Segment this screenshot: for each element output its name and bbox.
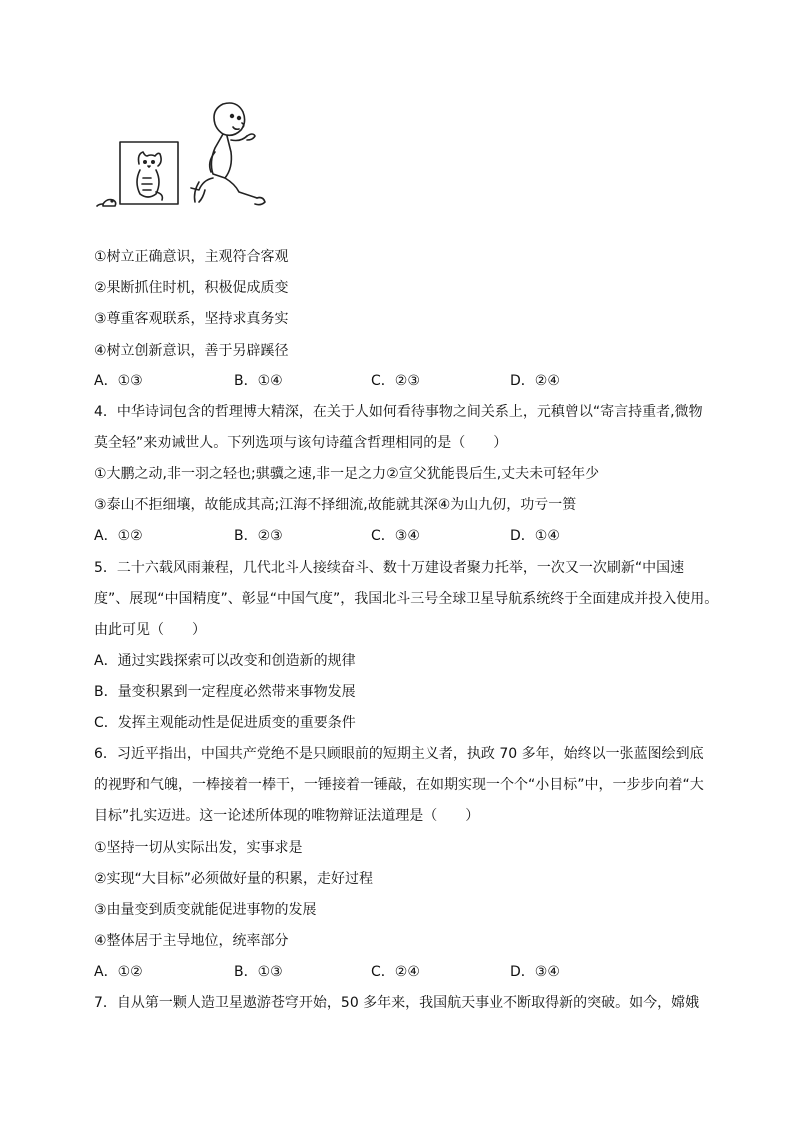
q3-option-3: ③尊重客观联系，坚持求真务实 (94, 311, 289, 327)
q7-stem-line-1: 7．自从第一颗人造卫星遨游苍穹开始，50 多年来，我国航天事业不断取得新的突破。如今，嫦娥 (94, 995, 700, 1011)
q4-choice-c[interactable]: C．③④ (371, 528, 420, 544)
q6-option-2: ②实现“大目标”必须做好量的积累，走好过程 (94, 871, 374, 887)
q3-option-1: ①树立正确意识，主观符合客观 (94, 249, 289, 265)
q6-choice-a[interactable]: A．①② (94, 964, 143, 980)
q4-option-line-1: ①大鹏之动,非一羽之轻也;骐骥之速,非一足之力②宣父犹能畏后生,丈夫未可轻年少 (94, 466, 600, 482)
q3-option-4: ④树立创新意识，善于另辟蹊径 (94, 343, 289, 359)
q6-stem-line-1: 6．习近平指出，中国共产党绝不是只顾眼前的短期主义者，执政 70 多年，始终以一张蓝图绘到底 (94, 746, 704, 762)
q4-answer-choices (94, 526, 714, 546)
q6-stem-line-2: 的视野和气魄，一棒接着一棒干，一锤接着一锤敲，在如期实现一个个“小目标”中，一步步向着“大 (94, 777, 704, 793)
framed-cat-picture (120, 142, 178, 204)
q4-choice-b[interactable]: B．②③ (234, 528, 283, 544)
q4-choice-d[interactable]: D．①④ (510, 528, 560, 544)
q6-choice-d[interactable]: D．③④ (510, 964, 560, 980)
q3-choice-d[interactable]: D．②④ (510, 373, 560, 389)
q3-choice-b[interactable]: B．①④ (234, 373, 283, 389)
q6-option-4: ④整体居于主导地位，统率部分 (94, 933, 289, 949)
q5-option-a[interactable]: A．通过实践探索可以改变和创造新的规律 (94, 653, 356, 669)
q4-stem-line-1: 4．中华诗词包含的哲理博大精深，在关于人如何看待事物之间关系上，元稹曾以“寄言持重者,微物 (94, 404, 703, 420)
q6-choice-b[interactable]: B．①③ (234, 964, 283, 980)
q6-answer-choices (94, 962, 714, 982)
q5-stem-line-3: 由此可见（ ） (94, 622, 206, 638)
q4-option-line-2: ③泰山不拒细壤，故能成其高;江海不择细流,故能就其深④为山九仞，功亏一篑 (94, 497, 577, 513)
q4-stem-line-2: 莫全轻”来劝诫世人。下列选项与该句诗蕴含哲理相同的是（ ） (94, 435, 508, 451)
q5-stem-line-1: 5．二十六载风雨兼程，几代北斗人接续奋斗、数十万建设者聚力托举，一次又一次刷新“中国速 (94, 560, 685, 576)
q6-option-3: ③由量变到质变就能促进事物的发展 (94, 902, 317, 918)
q4-choice-a[interactable]: A．①② (94, 528, 143, 544)
q3-choice-c[interactable]: C．②③ (371, 373, 420, 389)
q5-option-b[interactable]: B．量变积累到一定程度必然带来事物发展 (94, 684, 356, 700)
q6-stem-line-3: 目标”扎实迈进。这一论述所体现的唯物辩证法道理是（ ） (94, 808, 480, 824)
q6-choice-c[interactable]: C．②④ (371, 964, 420, 980)
q5-stem-line-2: 度”、展现“中国精度”、彰显“中国气度”，我国北斗三号全球卫星导航系统终于全面建成并投入使用。 (94, 591, 719, 607)
q5-option-c[interactable]: C．发挥主观能动性是促进质变的重要条件 (94, 715, 356, 731)
running-man-figure (191, 103, 265, 205)
q6-option-1: ①坚持一切从实际出发，实事求是 (94, 840, 303, 856)
q3-choice-a[interactable]: A．①③ (94, 373, 143, 389)
mouse-figure (97, 200, 116, 207)
cartoon-illustration (95, 100, 295, 215)
q3-option-2: ②果断抓住时机，积极促成质变 (94, 280, 289, 296)
q3-answer-choices (94, 371, 714, 391)
